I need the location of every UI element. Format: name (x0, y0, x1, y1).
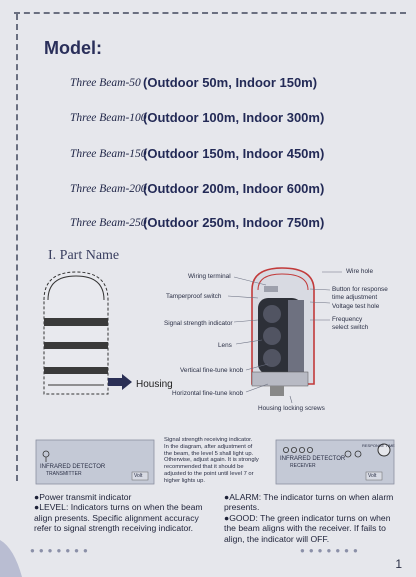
receiver-response: RESPONSE TIME (362, 443, 395, 448)
note-line: In the diagram, after adjustment of (164, 443, 253, 450)
label-wiring-terminal: Wiring terminal (188, 273, 231, 280)
label-housing-screws: Housing locking screws (258, 405, 325, 412)
note-line: adjusted to the point until level 7 or (164, 470, 254, 477)
bullet-line: the beam aligns with the receiver. If fails to (224, 523, 386, 534)
bullet-line: presents. (224, 502, 260, 513)
label-voltage-test-hole: Voltage test hole (332, 303, 380, 310)
model-spec: (Outdoor 50m, Indoor 150m) (143, 75, 318, 90)
arrow-icon (108, 374, 132, 390)
bullet-line: align, the indicator will OFF. (224, 533, 330, 544)
bullet-line: ●ALARM: The indicator turns on when alarm (224, 492, 394, 502)
label-lens: Lens (218, 342, 232, 349)
note-line: recommended that it should be (164, 464, 244, 471)
label-frequency: Frequency (332, 316, 363, 323)
detector-illustration (252, 268, 314, 396)
label-housing: Housing (136, 379, 173, 390)
bullet-line: refer to signal strength receiving indicator. (34, 523, 194, 534)
label-button-response: Button for response (332, 286, 388, 293)
model-name: Three Beam-250 (70, 217, 147, 229)
label-frequency-2: select switch (332, 324, 369, 331)
transmitter-title: INFRARED DETECTOR (40, 464, 106, 470)
bullet-line: align presents. Specific alignment accuracy (34, 512, 199, 523)
label-signal-indicator: Signal strength indicator (164, 320, 233, 327)
model-spec: (Outdoor 100m, Indoor 300m) (143, 110, 325, 125)
model-name: Three Beam-200 (70, 183, 147, 195)
model-name: Three Beam-150 (70, 148, 147, 160)
footer-dots-left: ●●●●●●● (30, 546, 92, 555)
signal-note (164, 437, 280, 485)
bullet-line: ●LEVEL: Indicators turns on when the beam (34, 502, 203, 513)
housing-illustration (44, 272, 108, 394)
bullet-line: ●Power transmit indicator (34, 492, 132, 502)
transmitter-volt: Volt (134, 473, 143, 479)
model-name: Three Beam-100 (70, 112, 147, 124)
receiver-subtitle: RECEIVER (290, 463, 316, 469)
label-vertical-knob: Vertical fine-tune knob (180, 367, 244, 374)
corner-decoration (0, 540, 22, 577)
label-horizontal-knob: Horizontal fine-tune knob (172, 390, 244, 397)
note-line: Signal strength receiving indicator. (164, 437, 253, 443)
model-spec: (Outdoor 200m, Indoor 600m) (143, 181, 325, 196)
left-bullets (34, 492, 224, 534)
transmitter-subtitle: TRANSMITTER (46, 471, 82, 477)
label-tamperproof-switch: Tamperproof switch (166, 293, 222, 300)
note-line: higher lights up. (164, 477, 205, 484)
label-wire-hole: Wire hole (346, 268, 373, 275)
model-spec: (Outdoor 150m, Indoor 450m) (143, 146, 325, 161)
model-heading: Model: (44, 38, 102, 58)
model-spec: (Outdoor 250m, Indoor 750m) (143, 215, 325, 230)
note-line: the beam, the level 5 shall light up. (164, 450, 254, 457)
right-bullets (224, 492, 410, 544)
note-line: Otherwise, adjust again. It is strongly (164, 457, 259, 464)
section-title: I. Part Name (48, 248, 120, 263)
receiver-title: INFRARED DETECTOR (280, 456, 346, 462)
model-name: Three Beam-50 (70, 77, 141, 89)
label-button-response-2: time adjustment (332, 294, 378, 301)
footer-dots-right: ●●●●●●● (300, 546, 362, 555)
receiver-volt: Volt (368, 473, 377, 479)
bullet-line: ●GOOD: The green indicator turns on when (224, 512, 391, 523)
page-number: 1 (395, 557, 402, 571)
